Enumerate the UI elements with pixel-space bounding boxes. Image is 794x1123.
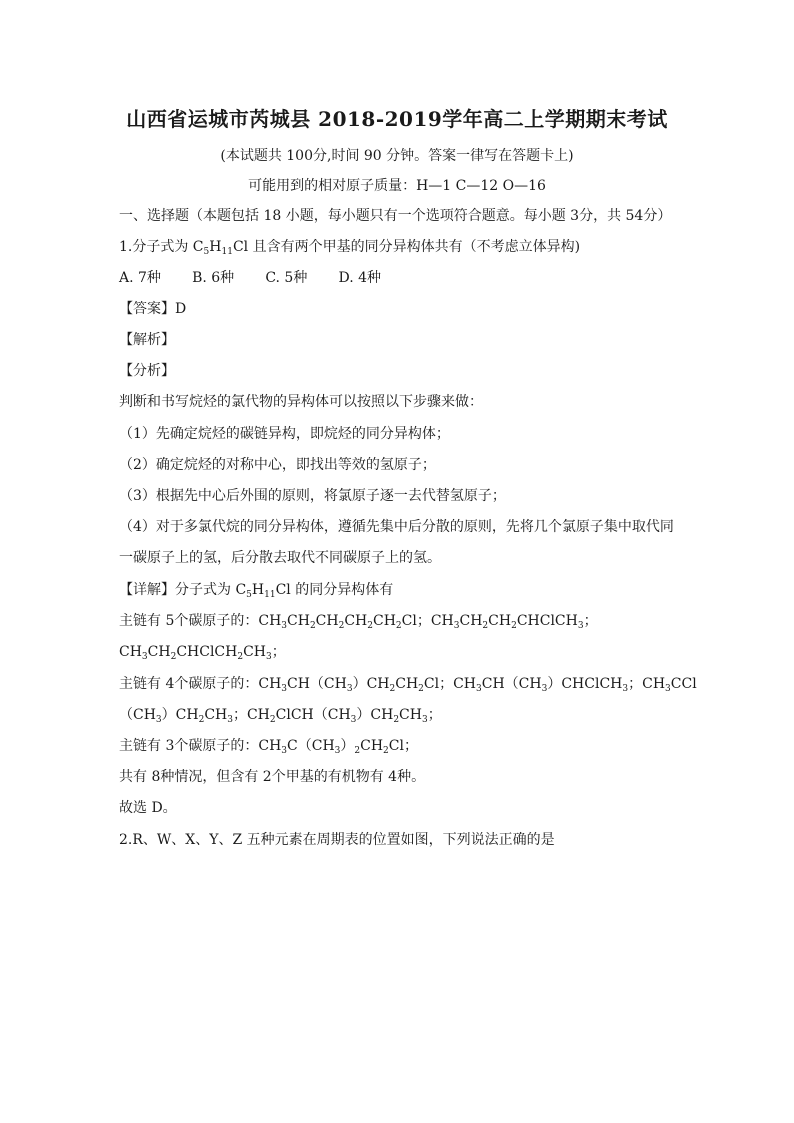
- detail-part: Cl 的同分异构体有: [275, 582, 394, 598]
- analysis-heading: 【解析】: [119, 332, 175, 348]
- exam-title: 山西省运城市芮城县 2018-2019学年高二上学期期末考试: [126, 107, 668, 131]
- step-2: （2）确定烷烃的对称中心，即找出等效的氢原子；: [119, 457, 436, 473]
- detail-line: [119, 580, 393, 600]
- detail-sub: 5: [246, 590, 252, 600]
- chain-5-label: 主链有 5个碳原子的：: [119, 613, 259, 629]
- step-1: （1）先确定烷烃的碳链异构，即烷烃的同分异构体；: [119, 426, 450, 442]
- q1-sub: 5: [203, 247, 210, 257]
- q1-sub: 11: [221, 247, 233, 257]
- fenxi-heading: 【分析】: [119, 363, 175, 379]
- total-line: 共有 8种情况，但含有 2个甲基的有机物有 4种。: [119, 769, 426, 785]
- detail-part: 【详解】分子式为 C: [119, 582, 247, 598]
- chain-4-line-1: 主链有 4个碳原子的：$CH_3CH(CH_3)CH_2CH_2Cl$；$CH_3CH(CH_3)CHClCH_3$；$CH_3CCl$: [119, 676, 697, 694]
- answer-line: 【答案】D: [119, 301, 187, 317]
- q1-stem-part: H: [209, 239, 222, 255]
- question-1-stem: [119, 237, 580, 257]
- detail-sub: 11: [264, 590, 276, 600]
- question-1-options: A. 7种 B. 6种 C. 5种 D. 4种: [119, 270, 382, 286]
- chain-4-label: 主链有 4个碳原子的：: [119, 676, 259, 692]
- chain-5-line-2: $CH_3CH_2CHClCH_2CH_3$；: [119, 644, 286, 662]
- chain-3-label: 主链有 3个碳原子的：: [119, 738, 259, 754]
- exam-info: (本试题共 100分,时间 90 分钟。答案一律写在答题卡上): [220, 148, 574, 164]
- atomic-mass-line: 可能用到的相对原子质量：H—1 C—12 O—16: [248, 178, 546, 194]
- section-heading: 一、选择题（本题包括 18 小题，每小题只有一个选项符合题意。每小题 3分，共 54分）: [119, 208, 672, 224]
- step-4-line-2: 一碳原子上的氢，后分散去取代不同碳原子上的氢。: [119, 550, 441, 566]
- step-4-line-1: （4）对于多氯代烷的同分异构体，遵循先集中后分散的原则，先将几个氯原子集中取代同: [119, 519, 674, 535]
- step-3: （3）根据先中心后外围的原则，将氯原子逐一去代替氢原子；: [119, 488, 506, 504]
- chain-4-line-2: $(CH_3)CH_2CH_3$；$CH_2ClCH(CH_3)CH_2CH_3$；: [119, 707, 442, 725]
- question-2-stem: 2.R、W、X、Y、Z 五种元素在周期表的位置如图，下列说法正确的是: [119, 832, 555, 848]
- chain-3-line: 主链有 3个碳原子的：$CH_3C(CH_3)_2CH_2Cl$；: [119, 738, 418, 756]
- intro-line: 判断和书写烷烃的氯代物的异构体可以按照以下步骤来做：: [119, 394, 483, 410]
- chain-5-line-1: 主链有 5个碳原子的：$CH_3CH_2CH_2CH_2CH_2Cl$；$CH_3CH_2CH_2CHClCH_3$；: [119, 613, 598, 631]
- q1-stem-part: 1.分子式为 C: [119, 239, 204, 255]
- q1-stem-part: Cl 且含有两个甲基的同分异构体共有（不考虑立体异构): [232, 239, 581, 255]
- detail-part: H: [251, 582, 265, 598]
- conclusion-line: 故选 D。: [119, 800, 177, 816]
